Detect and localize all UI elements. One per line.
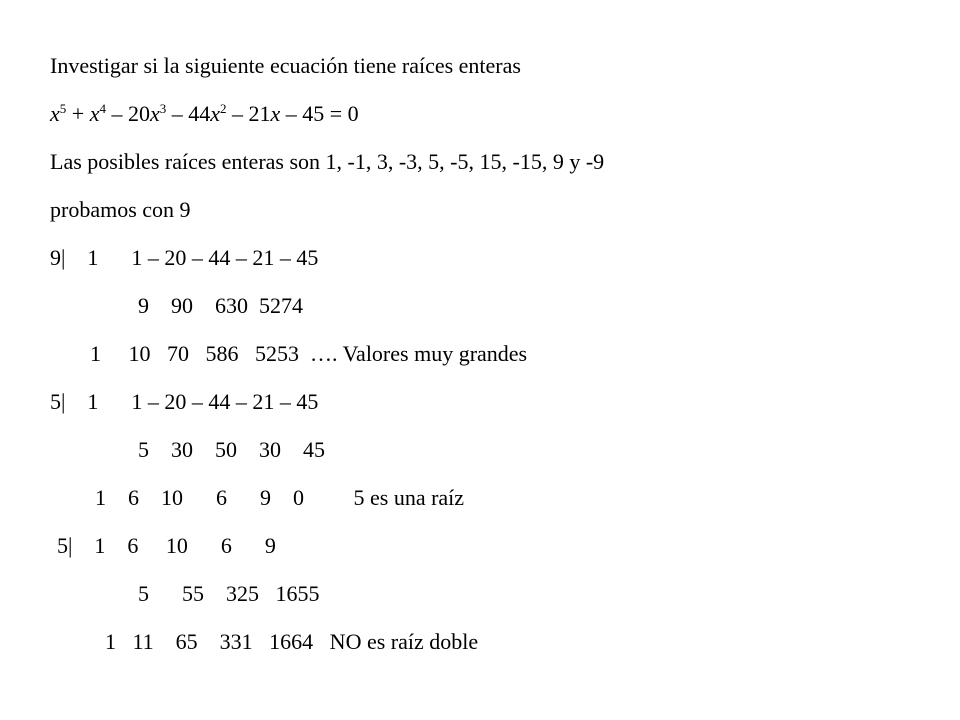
eq-term-5: – 45 = 0 [280, 101, 359, 126]
eq-var-1: x [50, 101, 60, 126]
possible-roots-line: Las posibles raíces enteras son 1, -1, 3, -3, 5, -5, 15, -15, 9 y -9 [50, 149, 605, 174]
division-5b-row-2: 5 55 325 1655 [138, 581, 320, 606]
title-line: Investigar si la siguiente ecuación tiene raíces enteras [50, 53, 521, 78]
division-9-row-1: 9| 1 1 – 20 – 44 – 21 – 45 [50, 245, 319, 270]
eq-exp-1: 5 [59, 101, 67, 116]
division-9-row-3: 1 10 70 586 5253 …. Valores muy grandes [90, 341, 528, 366]
eq-term-4: – 21 [226, 101, 271, 126]
eq-var-2: x [89, 101, 100, 126]
eq-var-4: x [210, 101, 220, 126]
division-5b-row-1: 5| 1 6 10 6 9 [57, 533, 276, 558]
eq-term-2: – 20 [105, 101, 150, 126]
division-5-row-1: 5| 1 1 – 20 – 44 – 21 – 45 [50, 389, 319, 414]
eq-exp-4: 2 [219, 101, 227, 116]
eq-exp-3: 3 [159, 101, 167, 116]
equation-line [50, 101, 359, 127]
eq-var-5: x [270, 101, 281, 126]
eq-term-3: – 44 [166, 101, 211, 126]
eq-var-3: x [149, 101, 160, 126]
try-nine-line: probamos con 9 [50, 197, 191, 222]
division-5b-row-3: 1 11 65 331 1664 NO es raíz doble [105, 629, 479, 654]
division-5-row-3: 1 6 10 6 9 0 5 es una raíz [95, 485, 465, 510]
division-9-row-2: 9 90 630 5274 [138, 293, 303, 318]
eq-exp-2: 4 [99, 101, 106, 116]
eq-term-1: + [66, 101, 90, 126]
division-5-row-2: 5 30 50 30 45 [138, 437, 325, 462]
